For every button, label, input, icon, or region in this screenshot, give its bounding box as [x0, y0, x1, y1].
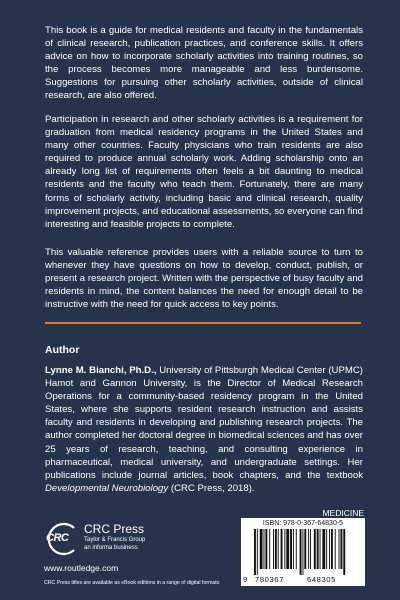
barcode-bar [314, 529, 316, 569]
barcode-bar [302, 529, 303, 575]
barcode-first-digit: 9 [243, 575, 248, 584]
barcode-bar [329, 529, 330, 569]
publisher-website[interactable]: www.routledge.com [44, 563, 119, 573]
description-paragraph-3 [45, 246, 363, 320]
author-bio [45, 364, 363, 495]
barcode-bar [304, 529, 306, 569]
publisher-name: CRC Press [84, 522, 145, 536]
description-paragraph-2 [45, 113, 363, 240]
barcode-bar [331, 529, 333, 569]
barcode-bar [335, 529, 336, 569]
publisher-group: Taylor & Francis Group [84, 537, 146, 543]
barcode-bar [284, 529, 285, 569]
isbn-label: ISBN: 978-0-367-64830-5 [262, 520, 344, 527]
barcode-bar [293, 529, 294, 569]
barcode-bar [281, 529, 283, 569]
barcode-bar [278, 529, 279, 569]
barcode-bar [340, 529, 342, 569]
barcode-bar [264, 529, 265, 569]
barcode-bars [244, 529, 362, 575]
description-paragraph-1 [45, 24, 363, 112]
textbook-title: Developmental Neurobiology [45, 482, 169, 494]
barcode-bar [290, 529, 292, 569]
author-name: Lynne M. Bianchi, Ph.D., [45, 365, 157, 376]
barcode-bar [260, 529, 263, 569]
barcode-bar [286, 529, 289, 569]
barcode-bar [320, 529, 321, 569]
ebook-footnote: CRC Press titles are available as eBook editions in a range of digital formats [44, 580, 220, 586]
barcode-bar [257, 529, 258, 575]
paragraph-text: This valuable reference provides users with a reliable source to turn to whenever they have questions on how to develop, conduct, publish, or present a research project. Written with the perspective of busy faculty and residents in mind, the content balances the need for enough detail to be instructive with the need for quick access to key points. [45, 247, 363, 311]
orange-divider [45, 322, 361, 324]
barcode-bar [254, 529, 256, 575]
barcode-bar [310, 529, 311, 569]
barcode-bar [308, 529, 309, 569]
barcode-bar [296, 529, 297, 569]
author-heading: Author [45, 344, 80, 356]
barcode-bar [317, 529, 319, 569]
barcode-bar [326, 529, 327, 569]
barcode-group-2: 648305 [307, 575, 336, 584]
barcode-bar [322, 529, 325, 569]
barcode-bar [269, 529, 270, 569]
author-bio-text: University of Pittsburgh Medical Center (UPMC) Hamot and Gannon University, is the Director of Medical Research Operations for a community-based residency program in the United States, where she supports resident research instruction and assists faculty and residents in developing and publishing research projects. The author completed her doctoral degree in biomedical sciences and has over 25 years of research, teaching, and consulting experience in pharmaceutical, medical university, and undergraduate settings. Her publications include journal articles, book chapters, and the textbook [45, 365, 363, 481]
barcode-group-1: 780367 [255, 575, 284, 584]
barcode-bar [273, 529, 274, 569]
publisher-business: an informa business [84, 545, 138, 551]
publisher-logo [44, 520, 194, 560]
subject-category: MEDICINE [322, 508, 364, 518]
barcode-bar [275, 529, 277, 569]
barcode-bar [300, 529, 302, 575]
author-bio-end: (CRC Press, 2018). [168, 482, 255, 494]
logo-mark-text: CRC [46, 532, 69, 544]
barcode [241, 518, 365, 586]
paragraph-text: This book is a guide for medical residents and faculty in the fundamentals of clinical research, publication practices, and conference skills. It offers advice on how to incorporate scholarly activities into training routines, so the process becomes more manageable and less burdensome. Suggestions for pursuing other scholarly activities, outside of clinical research, are also offered. [45, 25, 363, 102]
barcode-bar [265, 529, 267, 569]
barcode-bar [343, 529, 345, 575]
barcode-bar [339, 529, 340, 569]
paragraph-text: Participation in research and other scholarly activities is a requirement for graduation from medical residency programs in the United States and many other countries. Faculty physicians who train residents are also required to produce annual scholarly work. Adding scholarship onto an already long list of requirements often feels a bit daunting to medical residents and the faculty who teach them. Fortunately, there are many forms of scholarly activity, including basic and clinical research, quality improvement projects, and educational assessments, so everyone can find interesting and feasible projects to complete. [45, 114, 363, 230]
